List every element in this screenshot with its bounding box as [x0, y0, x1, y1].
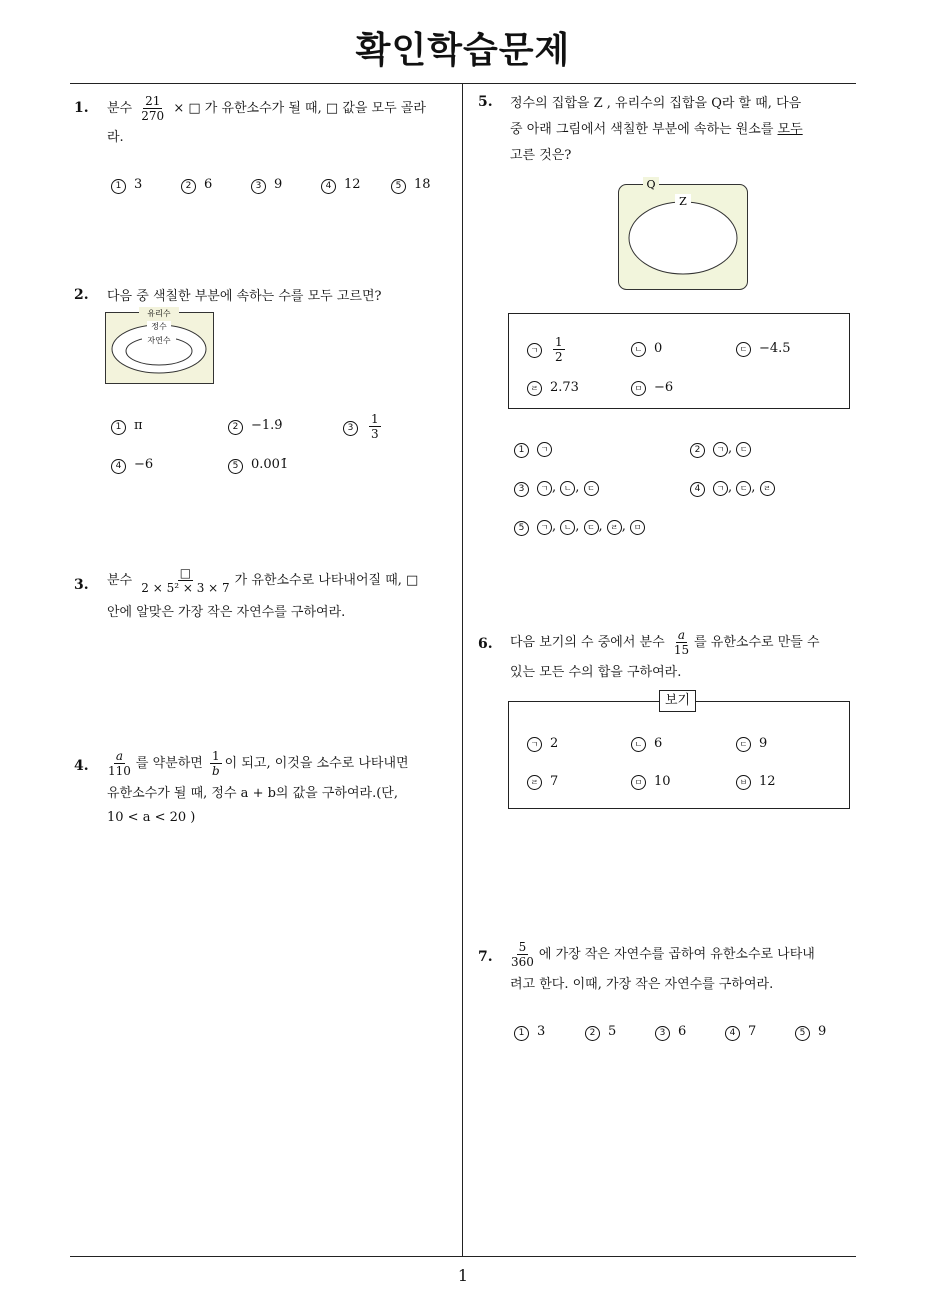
option-item — [228, 457, 288, 474]
choice-item — [736, 341, 791, 357]
question-text: 안에 알맞은 가장 작은 자연수를 구하여라. — [107, 605, 346, 620]
choice-item — [631, 380, 673, 396]
fraction: $\frac{a}{110}$ — [108, 749, 131, 778]
choice-item — [631, 736, 662, 752]
choice-marker: ㄱ — [527, 737, 542, 752]
fraction — [369, 412, 381, 441]
option-value: π — [134, 418, 143, 433]
option-marker: 1 — [514, 443, 529, 458]
option-marker: 3 — [655, 1026, 670, 1041]
option-item — [795, 1024, 826, 1041]
question-text: 려고 한다. 이때, 가장 작은 자연수를 구하여라. — [510, 977, 774, 992]
choice-marker: ㄴ — [631, 342, 646, 357]
separator: , — [751, 480, 760, 495]
choice-marker: ㅂ — [736, 775, 751, 790]
option-item — [655, 1024, 686, 1041]
question-text: 분수 — [107, 573, 133, 588]
choice-marker: ㅁ — [630, 520, 645, 535]
choice-marker: ㄹ — [527, 775, 542, 790]
question-number: 3. — [74, 577, 89, 593]
choice-item — [527, 736, 558, 752]
separator: , — [621, 519, 631, 534]
question-text: 10 < a < 20 ) — [107, 810, 196, 825]
diagram-label-inner: 자연수 — [147, 336, 171, 345]
option-value: 12 — [344, 177, 361, 192]
choice-marker: ㄴ — [631, 737, 646, 752]
option-marker: 2 — [228, 420, 243, 435]
option-value: 18 — [414, 177, 431, 192]
top-rule — [70, 83, 856, 84]
diagram-label-outer: Q — [646, 178, 656, 191]
option-marker: 4 — [111, 459, 126, 474]
denominator: 2 — [555, 350, 563, 364]
choice-marker: ㄹ — [607, 520, 622, 535]
option-value: 9 — [818, 1024, 827, 1039]
separator: , — [552, 519, 561, 534]
option-value: 3 — [134, 177, 143, 192]
choice-marker: ㅁ — [631, 381, 646, 396]
choice-marker: ㄱ — [537, 442, 552, 457]
numerator: 1 — [371, 412, 379, 426]
option-value: 5 — [608, 1024, 617, 1039]
choice-item — [631, 341, 662, 357]
option-marker: 5 — [514, 521, 529, 536]
option-value: 2 — [550, 736, 559, 751]
choice-marker: ㄷ — [584, 481, 599, 496]
option-marker: 5 — [391, 179, 406, 194]
choice-marker: ㄹ — [760, 481, 775, 496]
page-title: 확인학습문제 — [355, 30, 571, 71]
choice-marker: ㄷ — [584, 520, 599, 535]
choice-marker: ㄱ — [537, 481, 552, 496]
option-value: −4.5 — [759, 341, 791, 356]
question-number: 5. — [478, 94, 493, 110]
underlined-text: 모두 — [777, 122, 803, 137]
choice-marker: ㄹ — [527, 381, 542, 396]
option-marker: 4 — [725, 1026, 740, 1041]
diagram-label-inner: Z — [679, 195, 687, 208]
option-item — [690, 480, 775, 497]
choice-marker: ㅁ — [631, 775, 646, 790]
choice-item — [736, 736, 767, 752]
bogi-label: 보기 — [659, 690, 696, 712]
option-marker: 2 — [690, 443, 705, 458]
choice-marker: ㄷ — [736, 481, 751, 496]
choice-marker: ㄴ — [560, 481, 575, 496]
question-number: 6. — [478, 636, 493, 652]
option-value: 12 — [759, 774, 776, 789]
question-text: 중 아래 그림에서 색칠한 부분에 속하는 원소를 — [510, 122, 774, 137]
question-text: 다음 보기의 수 중에서 분수 — [510, 635, 665, 650]
bottom-rule — [70, 1256, 856, 1257]
option-item — [251, 177, 282, 194]
question-text: 유한소수가 될 때, 정수 a + b의 값을 구하여라.(단, — [107, 786, 398, 801]
separator: , — [598, 519, 607, 534]
question-text: 를 약분하면 — [135, 756, 203, 771]
option-value: 7 — [550, 774, 559, 789]
option-value: 10 — [654, 774, 671, 789]
option-marker: 1 — [111, 179, 126, 194]
option-marker: 4 — [321, 179, 336, 194]
choice-item — [527, 335, 568, 364]
question-text: 다음 중 색칠한 부분에 속하는 수를 모두 고르면? — [107, 289, 382, 304]
option-marker: 3 — [514, 482, 529, 497]
option-item — [514, 519, 645, 536]
fraction: $\frac{1}{b}$ — [211, 749, 220, 778]
option-item — [343, 412, 384, 441]
choice-marker: ㄱ — [713, 442, 728, 457]
option-item — [111, 418, 143, 435]
separator: , — [728, 480, 737, 495]
option-marker: 4 — [690, 482, 705, 497]
separator: , — [728, 441, 737, 456]
choice-marker: ㄷ — [736, 737, 751, 752]
fraction: $\frac{□}{\text{2 × 5² × 3 × 7}}$ — [141, 566, 230, 595]
option-marker: 3 — [343, 421, 358, 436]
option-item — [514, 441, 552, 458]
choice-marker: ㄷ — [736, 442, 751, 457]
option-item — [181, 177, 212, 194]
question-text: 정수의 집합을 Z , 유리수의 집합을 Q라 할 때, 다음 — [510, 96, 802, 111]
question-text: 가 유한소수로 나타내어질 때, □ — [234, 573, 419, 588]
option-value: 0.001̇ — [251, 457, 289, 472]
question-number: 7. — [478, 949, 493, 965]
question-number: 4. — [74, 758, 89, 774]
option-item — [514, 480, 599, 497]
choice-item — [527, 380, 579, 396]
fraction — [553, 335, 565, 364]
option-value: −6 — [134, 457, 154, 472]
choice-item — [631, 774, 671, 790]
venn-diagram — [105, 307, 215, 385]
option-marker: 1 — [514, 1026, 529, 1041]
option-item — [228, 418, 283, 435]
question-text: × □ 가 유한소수가 될 때, □ 값을 모두 골라 — [173, 101, 426, 116]
choice-item — [527, 774, 558, 790]
option-value: −1.9̇ — [251, 418, 283, 433]
option-value: 2.73 — [550, 380, 579, 395]
option-value: 9 — [274, 177, 283, 192]
diagram-label-outer: 유리수 — [147, 309, 171, 318]
choice-marker: ㄱ — [713, 481, 728, 496]
option-value: 7 — [748, 1024, 757, 1039]
option-marker: 5 — [228, 459, 243, 474]
venn-diagram — [617, 175, 750, 291]
option-item — [514, 1024, 545, 1041]
numerator: 1 — [555, 335, 563, 349]
question-text: 고른 것은? — [510, 148, 572, 163]
column-divider — [462, 83, 463, 1256]
option-marker: 5 — [795, 1026, 810, 1041]
option-marker: 2 — [181, 179, 196, 194]
fraction: $\frac{a}{15}$ — [673, 628, 690, 657]
question-text: 분수 — [107, 101, 133, 116]
diagram-label-middle: 정수 — [151, 322, 167, 331]
option-item — [585, 1024, 616, 1041]
option-marker: 3 — [251, 179, 266, 194]
option-value: 6 — [654, 736, 663, 751]
option-marker: 1 — [111, 420, 126, 435]
question-text: 있는 모든 수의 합을 구하여라. — [510, 665, 682, 680]
option-item — [725, 1024, 756, 1041]
separator: , — [575, 519, 584, 534]
question-text: 이 되고, 이것을 소수로 나타내면 — [224, 756, 409, 771]
option-item — [321, 177, 361, 194]
separator: , — [575, 480, 584, 495]
option-marker: 2 — [585, 1026, 600, 1041]
option-item — [391, 177, 431, 194]
option-value: 6 — [678, 1024, 687, 1039]
choice-marker: ㄱ — [537, 520, 552, 535]
option-value: 9 — [759, 736, 768, 751]
fraction: $\frac{21}{270}$ — [141, 94, 165, 123]
question-number: 1. — [74, 100, 89, 116]
fraction: $\frac{5}{360}$ — [511, 940, 534, 969]
bogi-box — [508, 701, 850, 809]
question-text: 라. — [107, 130, 124, 145]
option-item — [111, 457, 153, 474]
choice-item — [736, 774, 776, 790]
page-number: 1 — [457, 1266, 469, 1285]
question-text: 에 가장 작은 자연수를 곱하여 유한소수로 나타내 — [538, 947, 815, 962]
option-item — [111, 177, 142, 194]
choice-marker: ㄱ — [527, 343, 542, 358]
separator: , — [552, 480, 561, 495]
question-text: 를 유한소수로 만들 수 — [694, 635, 820, 650]
question-number: 2. — [74, 287, 89, 303]
denominator: 3 — [371, 427, 379, 441]
choice-marker: ㄷ — [736, 342, 751, 357]
option-value: −6 — [654, 380, 674, 395]
choice-marker: ㄴ — [560, 520, 575, 535]
option-value: 6 — [204, 177, 213, 192]
option-value: 3 — [537, 1024, 546, 1039]
option-value: 0 — [654, 341, 663, 356]
option-item — [690, 441, 751, 458]
